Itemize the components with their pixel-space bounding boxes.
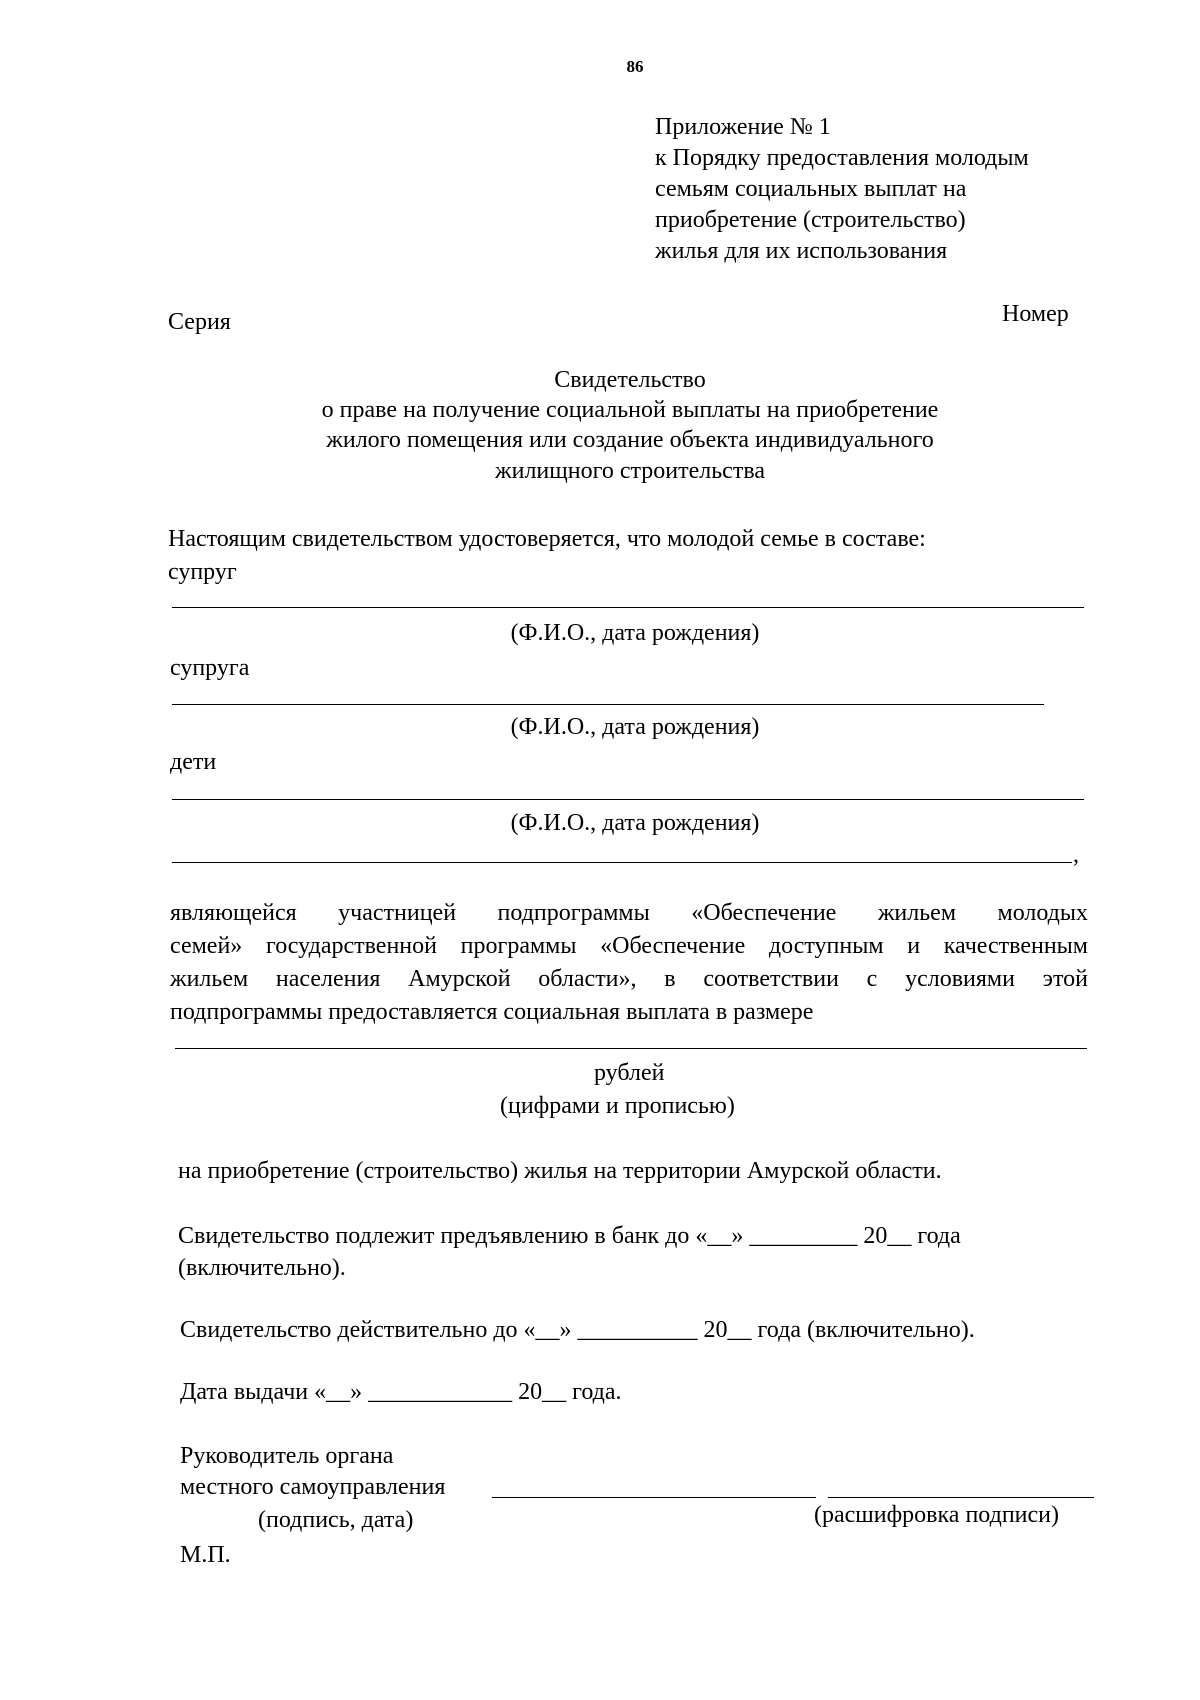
rubles-label: рублей bbox=[594, 1060, 665, 1086]
document-title: Свидетельство bbox=[554, 367, 706, 393]
title-subline: жилищного строительства bbox=[495, 458, 765, 484]
fio-hint: (Ф.И.О., дата рождения) bbox=[510, 620, 760, 646]
head-title-line2: местного самоуправления bbox=[180, 1474, 446, 1500]
amount-fill-line bbox=[175, 1048, 1087, 1049]
spouse-male-fill-line bbox=[172, 607, 1084, 608]
signature-hint: (подпись, дата) bbox=[258, 1507, 414, 1533]
appendix-line: к Порядку предоставления молодым bbox=[655, 145, 1029, 171]
paragraph-line: жильем населения Амурской области», в соответствии с условиями этой bbox=[170, 966, 1088, 992]
appendix-header bbox=[655, 112, 1029, 267]
spouse-female-label: супруга bbox=[170, 655, 250, 681]
valid-until-text: Свидетельство действительно до «__» __________ 20__ года (включительно). bbox=[180, 1317, 975, 1343]
appendix-line: семьям социальных выплат на bbox=[655, 176, 967, 202]
stamp-place: М.П. bbox=[180, 1542, 231, 1568]
children-fill-line bbox=[172, 799, 1084, 800]
page-number: 86 bbox=[626, 57, 644, 76]
issue-date-text: Дата выдачи «__» ____________ 20__ года. bbox=[180, 1379, 622, 1405]
purpose-text: на приобретение (строительство) жилья на территории Амурской области. bbox=[178, 1158, 942, 1184]
signature-decode-line bbox=[828, 1497, 1094, 1498]
amount-hint: (цифрами и прописью) bbox=[500, 1093, 735, 1119]
signature-line bbox=[492, 1497, 816, 1498]
title-subline: о праве на получение социальной выплаты на приобретение bbox=[321, 397, 939, 423]
appendix-line: Приложение № 1 bbox=[655, 114, 831, 140]
spouse-female-fill-line bbox=[172, 704, 1044, 705]
head-title-line1: Руководитель органа bbox=[180, 1443, 394, 1469]
intro-text: Настоящим свидетельством удостоверяется, что молодой семье в составе: bbox=[168, 526, 926, 552]
line-end-comma: , bbox=[1073, 842, 1079, 868]
program-paragraph bbox=[170, 897, 1088, 1029]
bank-deadline-text-cont: (включительно). bbox=[178, 1255, 346, 1281]
number-label: Номер bbox=[1002, 301, 1069, 327]
children-label: дети bbox=[170, 749, 217, 775]
paragraph-line: семей» государственной программы «Обеспечение доступным и качественным bbox=[170, 933, 1088, 959]
paragraph-line: подпрограммы предоставляется социальная выплата в размере bbox=[170, 999, 814, 1025]
signature-decode-hint: (расшифровка подписи) bbox=[814, 1502, 1059, 1528]
series-label: Серия bbox=[168, 309, 231, 335]
bank-deadline-text: Свидетельство подлежит предъявлению в банк до «__» _________ 20__ года bbox=[178, 1223, 961, 1249]
paragraph-line: являющейся участницей подпрограммы «Обеспечение жильем молодых bbox=[170, 900, 1088, 926]
children-extra-fill-line bbox=[172, 862, 1072, 863]
appendix-line: приобретение (строительство) bbox=[655, 207, 966, 233]
fio-hint: (Ф.И.О., дата рождения) bbox=[510, 810, 760, 836]
spouse-male-label: супруг bbox=[168, 559, 237, 585]
appendix-line: жилья для их использования bbox=[655, 238, 948, 264]
fio-hint: (Ф.И.О., дата рождения) bbox=[510, 714, 760, 740]
title-subline: жилого помещения или создание объекта индивидуального bbox=[326, 427, 934, 453]
